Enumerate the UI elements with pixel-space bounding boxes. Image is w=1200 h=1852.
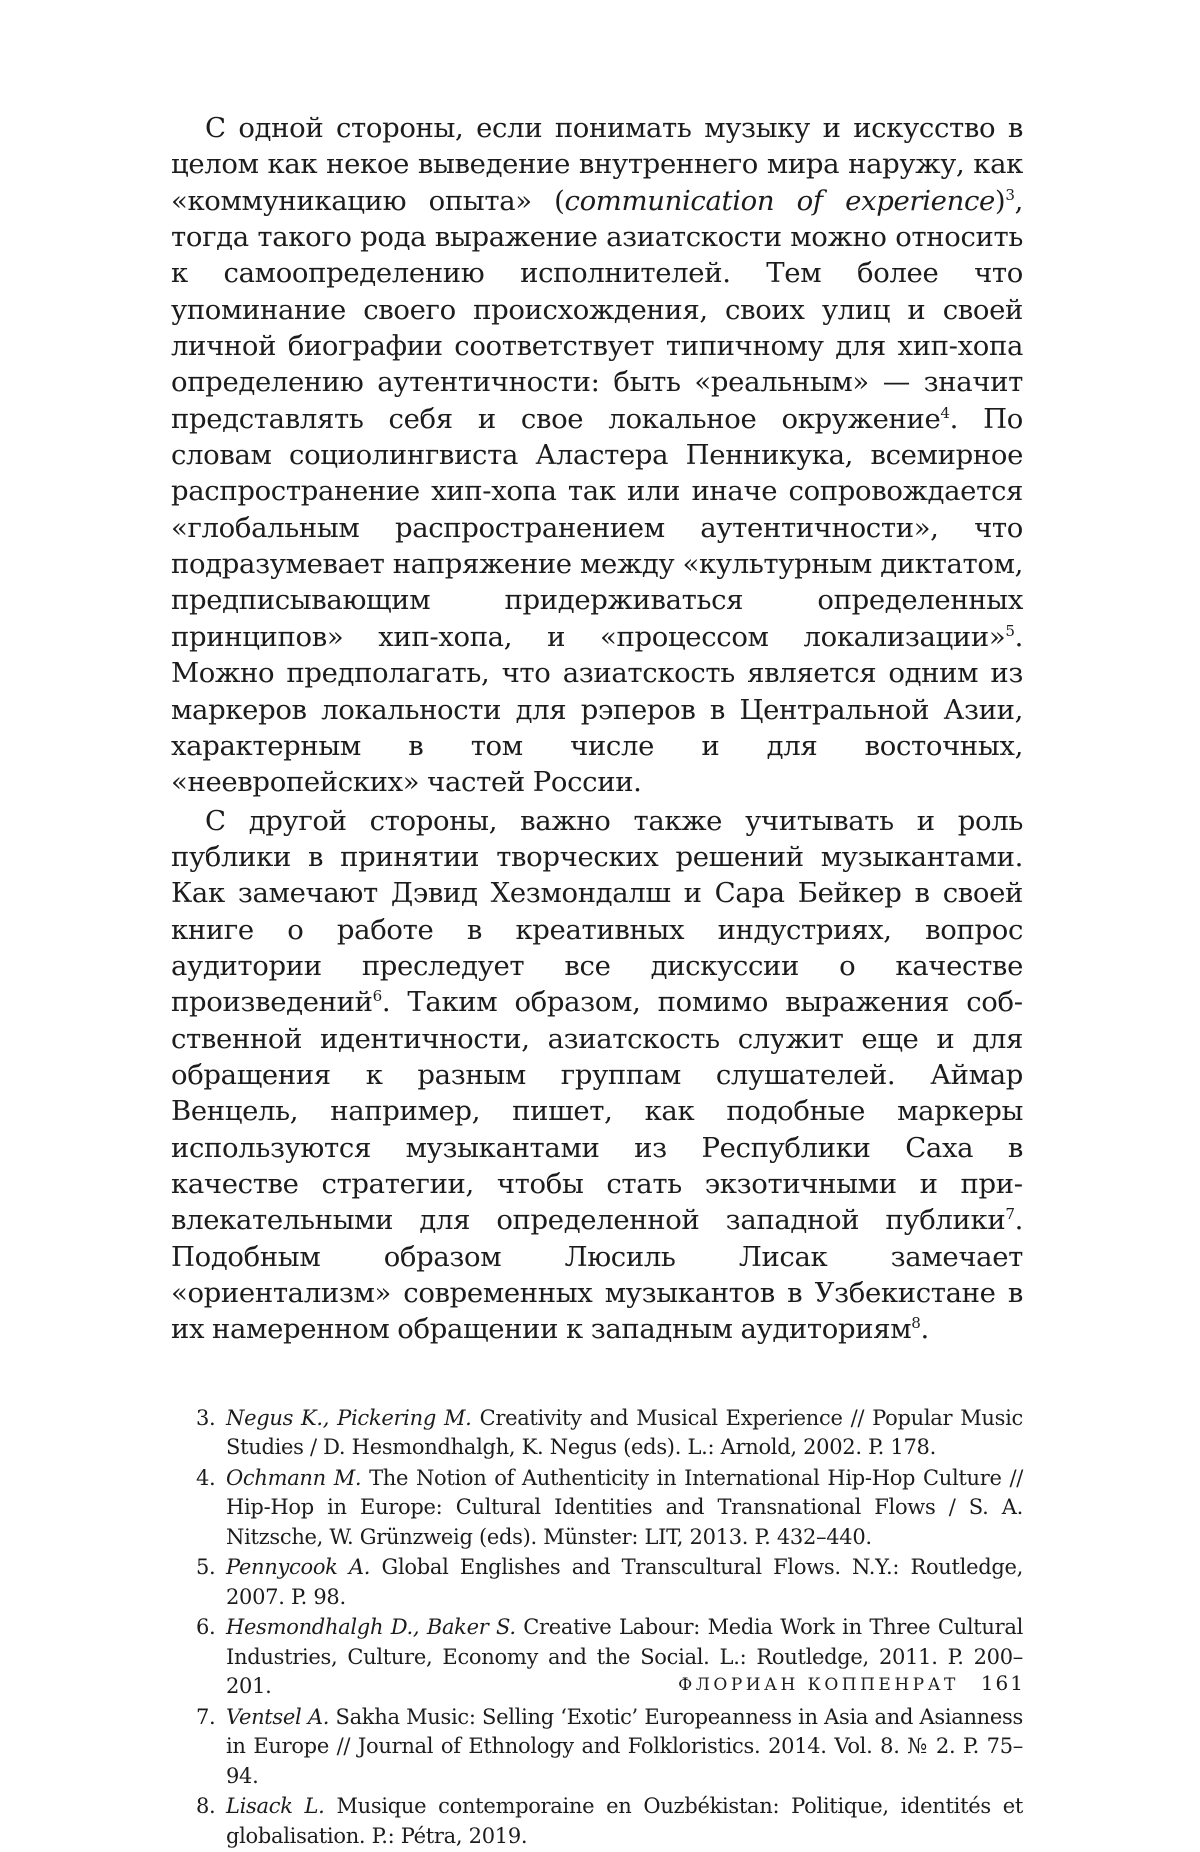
footnote [196,1703,1023,1792]
footnote-text: Sakha Music: Selling ‘Exotic’ Europeanness in Asia and Asianness in Europe // Journal of Ethnology and Folkloristics. 2014. Vol. 8. № 2. P. 75–94. [226,1704,1023,1788]
footnote [196,1553,1023,1612]
main-text [171,110,1023,1348]
paragraph [171,110,1023,801]
footnote-number: 4. [196,1465,216,1490]
footnote [196,1464,1024,1553]
text-run: . Можно предполагать, что азиатскость является одним из маркеров локальности для рэперов в Центральной Азии, характерным в том числе и для восточных, «неевропейских» частей России. [171,620,1023,799]
footnote-text: Creativity and Musical Experience // Popular Music Studies / D. Hesmondhalgh, K. Negus (eds). L.: Arnold, 2002. P. 178. [226,1405,1023,1460]
footnote-number: 5. [196,1555,216,1580]
footnote [196,1792,1023,1851]
footnote [196,1404,1023,1463]
footnote-ref: 4 [940,403,950,422]
page-footer [0,1671,1025,1695]
italic-term: communication of experience [564,184,995,217]
footnote-text: Creative Labour: Media Work in Three Cultural Industries, Culture, Economy and the Social. L.: Routledge, 2011. P. 200–201. [226,1615,1023,1699]
footnote-number: 6. [196,1615,216,1640]
text-run: . По словам социолингвиста Аластера Пенникука, всемирное распространение хип-хопа так или иначе сопровождается «глобальным распространением аутентичности», что подразумевает напряжение между «культурным диктатом, предписывающим придерживаться определенных принципов» хип-хопа, и «процессом локализации» [171,402,1024,653]
text-run: С одной стороны, если понимать музыку и искусство в целом как некое выведение внутреннего мира наружу, как «коммуникацию опыта» ( [171,112,1023,217]
footnote-number: 7. [196,1704,216,1729]
footnote-ref: 3 [1005,185,1015,204]
text-run: С другой стороны, важно также учитывать и роль публики в принятии творческих решений музыкантами. Как замечают Дэвид Хезмондалш и Сара Бейкер в своей книге о работе в креативных индустриях, вопрос аудитории преследует все дискуссии о качестве произведений [171,804,1023,1019]
footnote-author: Negus K., Pickering M. [226,1405,472,1430]
footnote-ref: 8 [911,1314,921,1333]
footnote-ref: 6 [372,987,382,1006]
text-run: ) [994,184,1006,217]
footnote-text: The Notion of Authenticity in International Hip-Hop Culture // Hip-Hop in Europe: Cultural Identities and Transnational Flows / S. A. Nitzsche, W. Grünzweig (eds). Münster: LIT, 2013. P. 432–440. [226,1465,1024,1549]
paragraph [171,803,1023,1348]
text-run: . Таким образом, помимо выражения собственной идентичности, азиатскость служит еще и для обращения к разным группам слушателей. Аймар Венцель, например, пишет, как подобные маркеры используются музыкантами из Республики Саха в качестве стратегии, чтобы стать экзотичными и привлекательными для определенной западной публики [171,986,1023,1237]
page-body [171,110,1023,1852]
footnotes-list [171,1404,1023,1852]
text-run: . Подобным образом Люсиль Лисак замечает «ориентализм» современных музыкантов в Узбекистане в их намеренном обращении к западным аудиториям [171,1204,1023,1346]
footnote-author: Ochmann M. [226,1465,362,1490]
footnote-ref: 5 [1005,621,1015,640]
footnote-author: Ventsel A. [226,1704,330,1729]
footnote-text: Global Englishes and Transcultural Flows. N.Y.: Routledge, 2007. P. 98. [226,1555,1023,1609]
footnote-author: Hesmondhalgh D., Baker S. [226,1615,516,1640]
footnote-text: Musique contemporaine en Ouzbékistan: Politique, identités et globalisation. P.: Pétra, 2019. [226,1794,1023,1848]
footnote-author: Lisack L. [226,1794,325,1819]
footnote-author: Pennycook A. [226,1555,371,1580]
text-run: . [920,1313,929,1346]
footnote-number: 8. [196,1794,216,1819]
running-head-author: ФЛОРИАН КОППЕНРАТ [678,1675,959,1695]
footnote-ref: 7 [1005,1205,1015,1224]
page-number: 161 [980,1671,1025,1695]
footnote-number: 3. [196,1405,216,1430]
text-run: , тогда такого рода выражение азиатскости можно относить к самоопределению исполнителей. Тем более что упоминание своего происхождения, своих улиц и своей личной биографии соответствует типичному для хип-хопа определению аутентичности: быть «реальным» — значит представлять себя и свое локальное окружение [171,184,1023,435]
